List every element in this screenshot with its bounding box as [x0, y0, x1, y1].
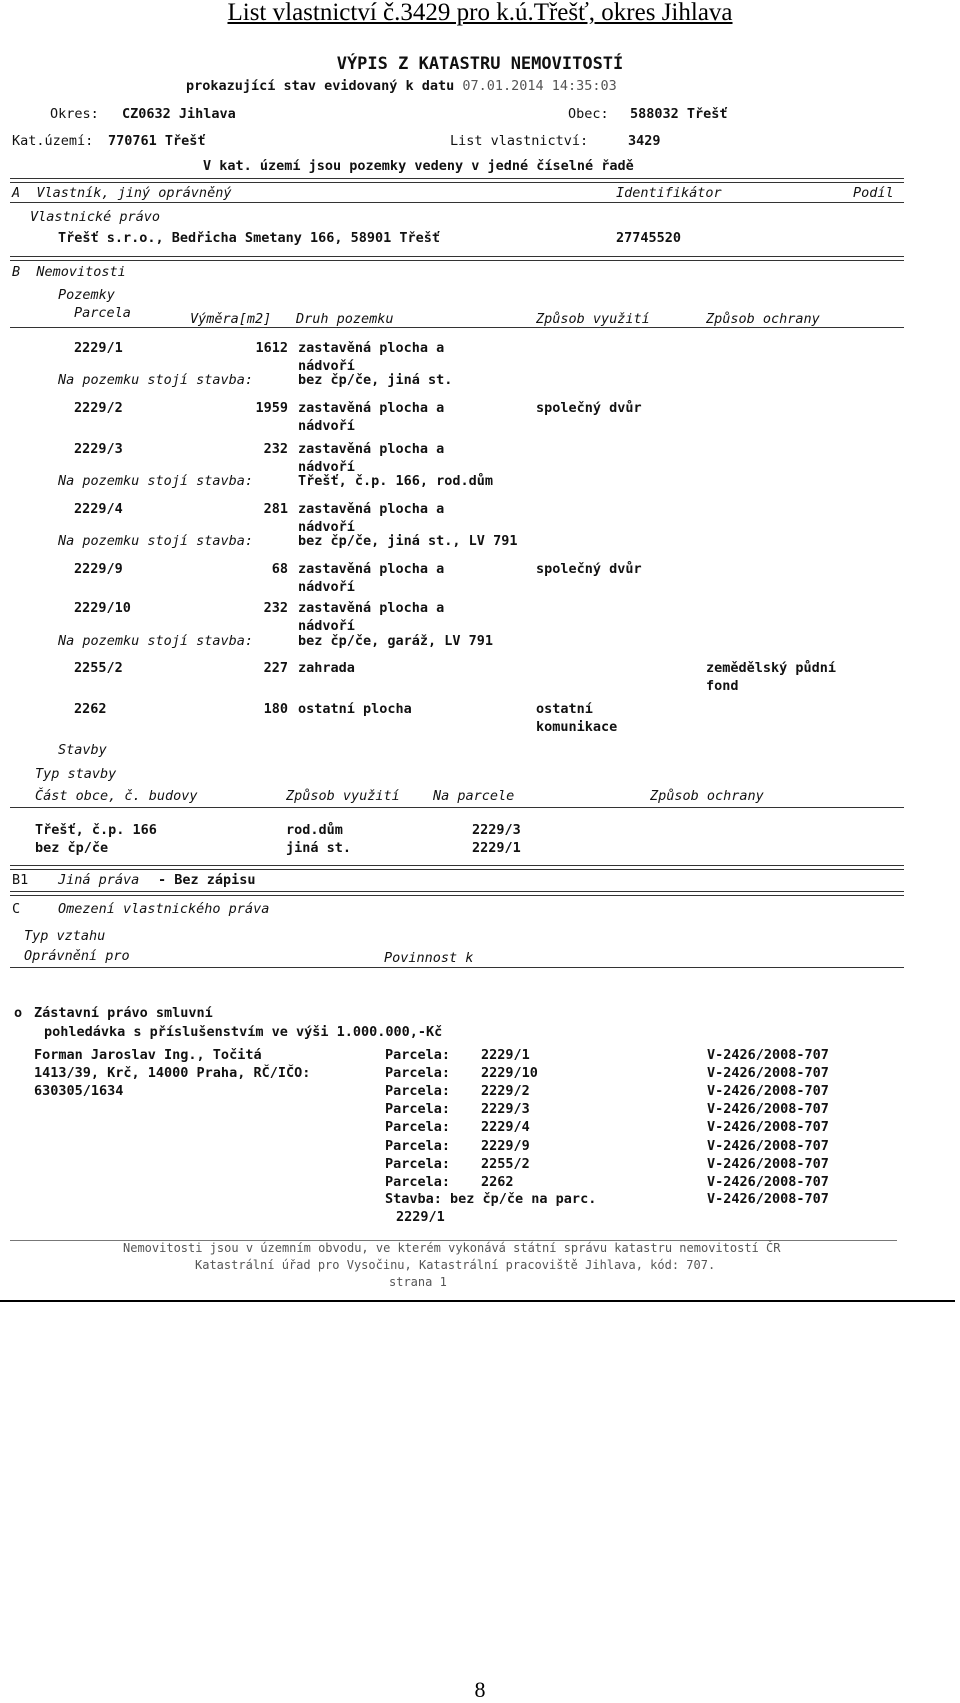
parcel-number: 2229/4: [74, 501, 123, 517]
duty-parcel: 2229/2: [481, 1083, 530, 1100]
duty-label: Parcela:: [385, 1047, 451, 1063]
parcel-number: 2229/3: [74, 441, 123, 457]
building-note-label: Na pozemku stojí stavba:: [58, 633, 254, 649]
obec-value: 588032 Třešť: [630, 106, 728, 122]
parcel-area: 281: [263, 501, 288, 517]
lv-value: 3429: [628, 133, 661, 149]
typ-vztahu-label: Typ vztahu: [24, 928, 106, 944]
duty-parcel: 2229/4: [481, 1119, 530, 1136]
parcel-type: nádvoří: [298, 358, 355, 374]
col-vymera: Výměra[m2]: [190, 311, 272, 327]
duty-ref: V-2426/2008-707: [707, 1119, 829, 1136]
subtitle-date: 07.01.2014 14:35:03: [462, 78, 617, 94]
stavba-duty-ref: V-2426/2008-707: [707, 1191, 829, 1207]
parcel-use: ostatní: [536, 701, 593, 717]
duty-parcel: 2229/9: [481, 1137, 530, 1154]
pozemky-label: Pozemky: [58, 287, 115, 303]
duty-parcel: 2229/1: [481, 1047, 530, 1063]
stavba-duty-label: Stavba: bez čp/če na parc.: [385, 1191, 597, 1207]
building-note: bez čp/če, jiná st.: [298, 372, 453, 388]
creditor-line: 630305/1634: [34, 1083, 124, 1099]
divider: [10, 865, 904, 870]
bullet-icon: o: [14, 1005, 23, 1021]
parcel-area: 1959: [255, 400, 288, 416]
parcel-area: 180: [263, 701, 288, 717]
duty-ref: V-2426/2008-707: [707, 1065, 829, 1082]
creditor-line: Forman Jaroslav Ing., Točitá: [34, 1047, 262, 1063]
lv-label: List vlastnictví:: [450, 133, 589, 149]
parcel-area: 232: [263, 600, 288, 616]
duty-ref: V-2426/2008-707: [707, 1155, 829, 1172]
parcel-protection: zemědělský půdní: [706, 660, 837, 676]
lien-subtitle: pohledávka s příslušenstvím ve výši 1.000.000,-Kč: [44, 1024, 443, 1040]
page-bottom-rule: [0, 1300, 955, 1302]
owner-name: Třešť s.r.o., Bedřicha Smetany 166, 58901 Třešť: [58, 230, 441, 246]
parcel-type: zahrada: [298, 660, 355, 676]
divider: [10, 891, 904, 896]
duty-label: Parcela:: [385, 1101, 451, 1118]
parcel-type: zastavěná plocha a: [298, 400, 445, 416]
stavby-label: Stavby: [58, 742, 107, 758]
building-note-label: Na pozemku stojí stavba:: [58, 533, 254, 549]
document-title: VÝPIS Z KATASTRU NEMOVITOSTÍ: [336, 54, 624, 74]
duty-label: Parcela:: [385, 1119, 451, 1136]
page-header-title: List vlastnictví č.3429 pro k.ú.Třešť, okres Jihlava: [227, 0, 733, 26]
stavba-parcela: 2229/3: [472, 822, 521, 838]
parcel-type: nádvoří: [298, 418, 355, 434]
creditor-line: 1413/39, Krč, 14000 Praha, RČ/IČO:: [34, 1065, 311, 1081]
col-podil: Podíl: [853, 185, 894, 201]
divider: [10, 256, 904, 261]
building-note: bez čp/če, jiná st., LV 791: [298, 533, 518, 549]
col-ochrana: Způsob ochrany: [706, 311, 820, 327]
duty-label: Parcela:: [385, 1065, 451, 1082]
subtitle-prefix: prokazující stav evidovaný k datu: [186, 78, 455, 94]
stavba-cast: Třešť, č.p. 166: [35, 822, 157, 838]
katuzemi-value: 770761 Třešť: [108, 133, 206, 149]
page-header: [0, 0, 960, 26]
parcel-type: zastavěná plocha a: [298, 600, 445, 616]
povinnost-k-label: Povinnost k: [384, 950, 474, 966]
parcel-type: zastavěná plocha a: [298, 441, 445, 457]
duty-label: Parcela:: [385, 1173, 451, 1190]
section-a-header: A Vlastník, jiný oprávněný: [12, 185, 232, 201]
col-vyuziti: Způsob využití: [536, 311, 650, 327]
parcel-area: 1612: [255, 340, 288, 356]
duty-parcel: 2262: [481, 1173, 514, 1190]
parcel-number: 2229/9: [74, 561, 123, 577]
stavba-parcela: 2229/1: [472, 840, 521, 856]
col-parcela: Parcela: [74, 305, 131, 321]
footer-line-1: Nemovitosti jsou v územním obvodu, ve kterém vykonává státní správu katastru nemovitostí ČR: [123, 1241, 781, 1255]
section-b1-code: B1: [12, 872, 29, 888]
col-stavby-ochrana: Způsob ochrany: [650, 788, 764, 804]
vlastnicke-pravo-label: Vlastnické právo: [30, 209, 161, 225]
parcel-number: 2229/10: [74, 600, 131, 616]
parcel-area: 227: [263, 660, 288, 676]
footer-line-2: Katastrální úřad pro Vysočinu, Katastrální pracoviště Jihlava, kód: 707.: [195, 1258, 716, 1272]
parcel-number: 2255/2: [74, 660, 123, 676]
duty-ref: V-2426/2008-707: [707, 1173, 829, 1190]
col-druh: Druh pozemku: [296, 311, 394, 327]
col-cast-obce: Část obce, č. budovy: [35, 788, 198, 804]
parcel-type: zastavěná plocha a: [298, 340, 445, 356]
duty-ref: V-2426/2008-707: [707, 1101, 829, 1118]
duty-ref: V-2426/2008-707: [707, 1047, 829, 1063]
duty-parcel: 2229/10: [481, 1065, 538, 1082]
parcel-type: ostatní plocha: [298, 701, 412, 717]
section-b1-value: - Bez zápisu: [158, 872, 256, 888]
parcel-type: nádvoří: [298, 459, 355, 475]
parcel-use: společný dvůr: [536, 561, 642, 577]
section-b1-label: Jiná práva: [58, 872, 140, 888]
stavba-vyuziti: jiná st.: [286, 840, 352, 856]
building-note-label: Na pozemku stojí stavba:: [58, 372, 254, 388]
col-na-parcele: Na parcele: [433, 788, 515, 804]
building-note: Třešť, č.p. 166, rod.dům: [298, 473, 494, 489]
parcel-number: 2262: [74, 701, 107, 717]
duty-parcel: 2229/3: [481, 1101, 530, 1118]
series-note: V kat. území jsou pozemky vedeny v jedné číselné řadě: [203, 158, 634, 174]
parcel-area: 68: [271, 561, 288, 577]
duty-parcel: 2255/2: [481, 1155, 530, 1172]
col-identifikator: Identifikátor: [616, 185, 722, 201]
opravneni-pro-label: Oprávnění pro: [24, 948, 130, 964]
divider: [10, 967, 904, 968]
parcel-number: 2229/1: [74, 340, 123, 356]
section-c-code: C: [12, 901, 21, 917]
duty-label: Parcela:: [385, 1083, 451, 1100]
duty-label: Parcela:: [385, 1137, 451, 1154]
footer-line-3: strana 1: [389, 1275, 447, 1289]
col-stavby-vyuziti: Způsob využití: [286, 788, 400, 804]
owner-id: 27745520: [616, 230, 682, 246]
duty-ref: V-2426/2008-707: [707, 1083, 829, 1100]
stavba-cast: bez čp/če: [35, 840, 109, 856]
parcel-type: nádvoří: [298, 618, 355, 634]
parcel-type: nádvoří: [298, 579, 355, 595]
parcel-use: komunikace: [536, 719, 618, 735]
parcel-protection: fond: [706, 678, 739, 694]
lien-title: Zástavní právo smluvní: [34, 1005, 213, 1021]
section-c-label: Omezení vlastnického práva: [58, 901, 270, 917]
divider: [10, 202, 904, 203]
divider: [10, 327, 904, 328]
divider: [10, 807, 904, 808]
duty-ref: V-2426/2008-707: [707, 1137, 829, 1154]
building-note: bez čp/če, garáž, LV 791: [298, 633, 494, 649]
parcel-type: zastavěná plocha a: [298, 501, 445, 517]
obec-label: Obec:: [568, 106, 609, 122]
katuzemi-label: Kat.území:: [12, 133, 94, 149]
section-b-header: B Nemovitosti: [12, 264, 126, 280]
divider: [10, 178, 904, 183]
stavba-duty-parcel: 2229/1: [396, 1209, 445, 1225]
parcel-type: zastavěná plocha a: [298, 561, 445, 577]
parcel-use: společný dvůr: [536, 400, 642, 416]
parcel-number: 2229/2: [74, 400, 123, 416]
stavba-vyuziti: rod.dům: [286, 822, 343, 838]
parcel-type: nádvoří: [298, 519, 355, 535]
typ-stavby-label: Typ stavby: [35, 766, 117, 782]
page-number: 8: [474, 1677, 486, 1702]
building-note-label: Na pozemku stojí stavba:: [58, 473, 254, 489]
parcel-area: 232: [263, 441, 288, 457]
okres-label: Okres:: [50, 106, 99, 122]
okres-value: CZ0632 Jihlava: [122, 106, 236, 122]
document-subtitle: [186, 78, 617, 94]
duty-label: Parcela:: [385, 1155, 451, 1172]
